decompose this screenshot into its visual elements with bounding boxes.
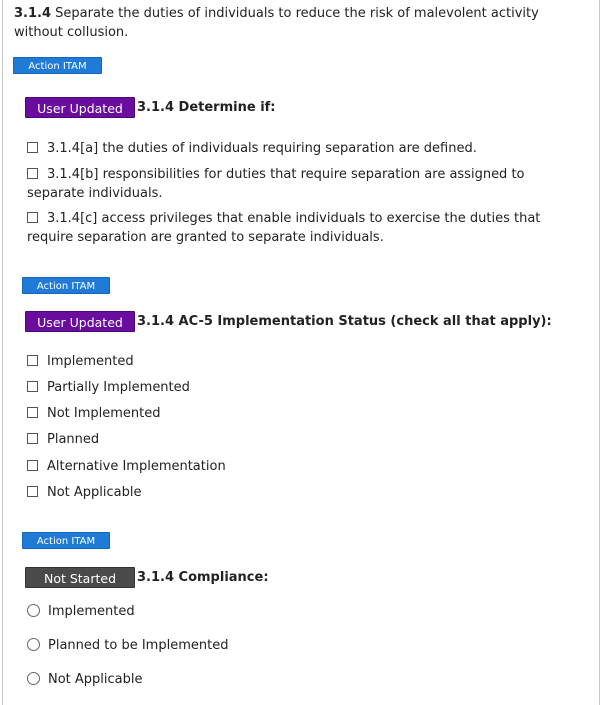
compliance-radio[interactable]	[27, 672, 40, 685]
implementation-option: Not Applicable	[27, 483, 579, 502]
implementation-checkbox[interactable]	[27, 486, 38, 497]
compliance-title: 3.1.4 Compliance:	[137, 570, 269, 585]
implementation-checkbox[interactable]	[27, 433, 38, 444]
compliance-radio[interactable]	[27, 638, 40, 651]
action-itam-button[interactable]: Action ITAM	[13, 57, 102, 74]
control-panel	[2, 0, 600, 705]
compliance-option: Implemented	[27, 602, 579, 621]
implementation-option: Planned	[27, 430, 579, 449]
implementation-option: Alternative Implementation	[27, 457, 579, 476]
implementation-status-title: 3.1.4 AC-5 Implementation Status (check all that apply):	[137, 314, 552, 329]
status-badge-not-started: Not Started	[25, 567, 135, 588]
implementation-checkbox[interactable]	[27, 381, 38, 392]
determine-title: 3.1.4 Determine if:	[137, 100, 276, 115]
compliance-option: Planned to be Implemented	[27, 636, 579, 655]
action-itam-button[interactable]: Action ITAM	[22, 532, 110, 549]
compliance-radio[interactable]	[27, 604, 40, 617]
determine-checkbox[interactable]	[27, 212, 38, 223]
determine-item: 3.1.4[a] the duties of individuals requiring separation are defined.	[27, 139, 579, 158]
status-badge-user-updated: User Updated	[25, 97, 135, 118]
status-badge-user-updated: User Updated	[25, 311, 135, 332]
implementation-option: Not Implemented	[27, 404, 579, 423]
determine-checkbox[interactable]	[27, 142, 38, 153]
action-itam-button[interactable]: Action ITAM	[22, 277, 110, 294]
determine-item: 3.1.4[b] responsibilities for duties that require separation are assigned to separate individuals.	[27, 167, 525, 201]
control-description	[14, 4, 584, 42]
determine-checkbox[interactable]	[27, 168, 38, 179]
implementation-checkbox[interactable]	[27, 355, 38, 366]
implementation-option: Implemented	[27, 352, 579, 371]
implementation-option: Partially Implemented	[27, 378, 579, 397]
implementation-checkbox[interactable]	[27, 460, 38, 471]
compliance-option: Not Applicable	[27, 670, 579, 689]
control-text: Separate the duties of individuals to reduce the risk of malevolent activity without collusion.	[14, 6, 539, 40]
determine-item: 3.1.4[c] access privileges that enable individuals to exercise the duties that require separation are granted to separate individuals.	[27, 211, 541, 245]
control-id: 3.1.4	[14, 6, 52, 21]
implementation-checkbox[interactable]	[27, 407, 38, 418]
